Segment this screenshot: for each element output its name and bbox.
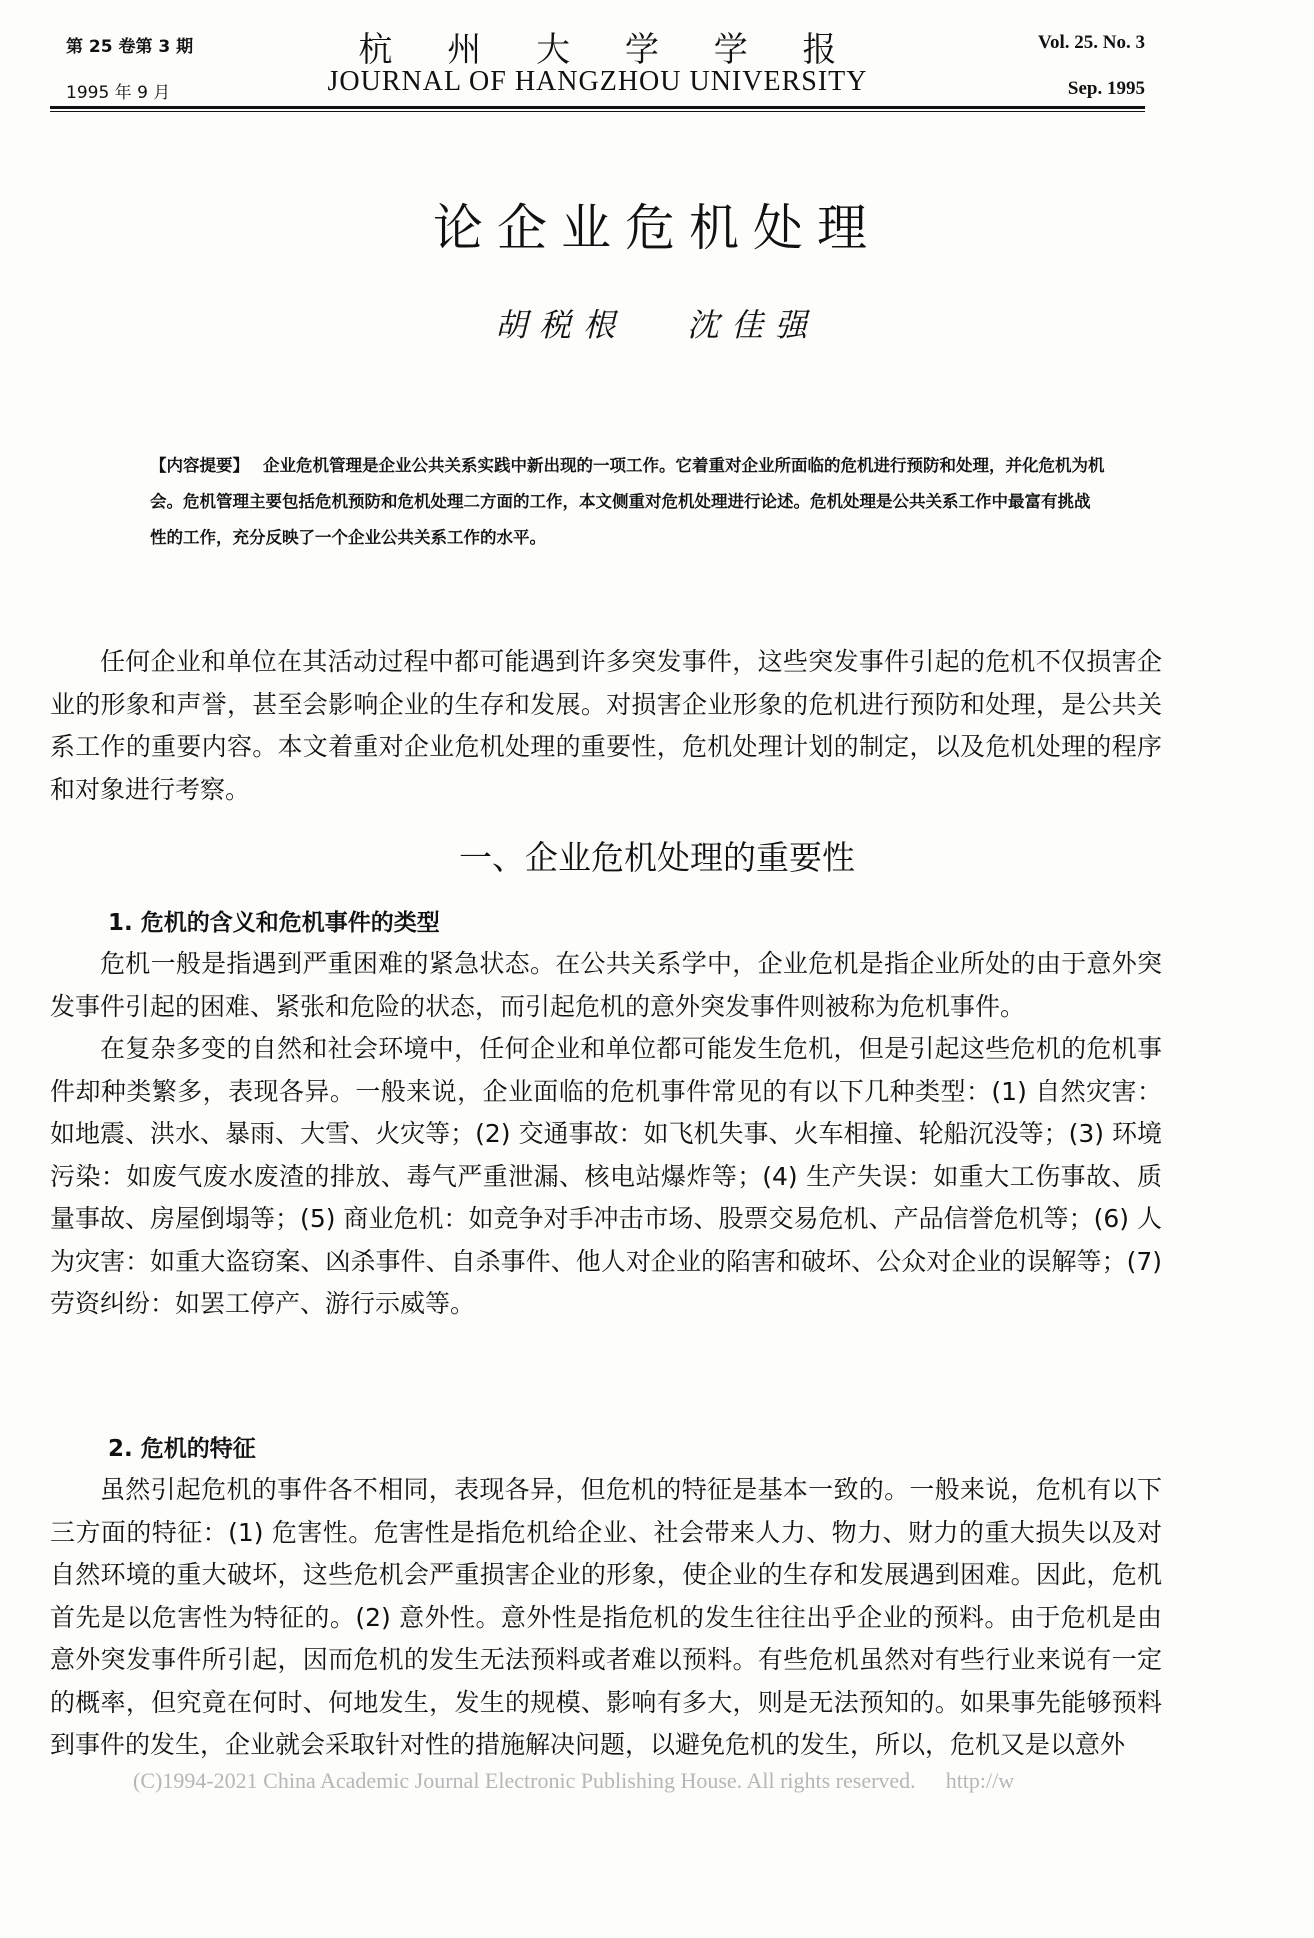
journal-name-cn: 杭 州 大 学 学 报	[358, 30, 859, 70]
subsection-heading: 2. 危机的特征	[108, 1436, 256, 1462]
body-paragraph: 在复杂多变的自然和社会环境中，任何企业和单位都可能发生危机，但是引起这些危机的危机事件却种类繁多，表现各异。一般来说，企业面临的危机事件常见的有以下几种类型：(1) 自然灾害：如地震、洪水、暴雨、大雪、火灾等；(2) 交通事故：如飞机失事、火车相撞、轮船沉没等；(3) 环境污染：如废气废水废渣的排放、毒气严重泄漏、核电站爆炸等；(4) 生产失误：如重大工伤事故、质量事故、房屋倒塌等；(5) 商业危机：如竞争对手冲击市场、股票交易危机、产品信誉危机等；(6) 人为灾害：如重大盗窃案、凶杀事件、自杀事件、他人对企业的陷害和破坏、公众对企业的误解等；(7) 劳资纠纷：如罢工停产、游行示威等。	[50, 1034, 1162, 1318]
copyright-watermark	[133, 1768, 1014, 1794]
publication-date-cn: 1995 年 9 月	[66, 83, 171, 103]
intro-paragraph: 任何企业和单位在其活动过程中都可能遇到许多突发事件，这些突发事件引起的危机不仅损害企业的形象和声誉，甚至会影响企业的生存和发展。对损害企业形象的危机进行预防和处理，是公共关系工作的重要内容。本文着重对企业危机处理的重要性，危机处理计划的制定，以及危机处理的程序和对象进行考察。	[50, 647, 1162, 804]
journal-name-en: JOURNAL OF HANGZHOU UNIVERSITY	[327, 66, 868, 97]
watermark-text: (C)1994-2021 China Academic Journal Electronic Publishing House. All rights reserved.	[133, 1768, 916, 1793]
abstract-text: 企业危机管理是企业公共关系实践中新出现的一项工作。它着重对企业所面临的危机进行预防和处理，并化危机为机会。危机管理主要包括危机预防和危机处理二方面的工作，本文侧重对危机处理进行论述。危机处理是公共关系工作中最富有挑战性的工作，充分反映了一个企业公共关系工作的水平。	[150, 456, 1105, 547]
masthead	[50, 22, 1145, 114]
author-name: 沈佳强	[687, 306, 820, 344]
body-paragraph: 危机一般是指遇到严重困难的紧急状态。在公共关系学中，企业危机是指企业所处的由于意外突发事件引起的困难、紧张和危险的状态，而引起危机的意外突发事件则被称为危机事件。	[50, 949, 1162, 1021]
publication-date-en: Sep. 1995	[1067, 78, 1145, 99]
article-title: 论企业危机处理	[433, 199, 881, 257]
volume-issue-en: Vol. 25. No. 3	[1038, 32, 1145, 53]
header-rule	[50, 106, 1145, 109]
subsection-heading: 1. 危机的含义和危机事件的类型	[108, 910, 440, 936]
header-rule-thin	[50, 111, 1145, 112]
section-heading: 一、企业危机处理的重要性	[459, 838, 855, 877]
volume-issue-cn: 第 25 卷第 3 期	[66, 37, 194, 57]
subsection-body	[50, 943, 1162, 1326]
watermark-url: http://w	[945, 1768, 1015, 1793]
author-name: 胡税根	[494, 306, 627, 344]
introduction	[50, 641, 1162, 811]
abstract	[150, 448, 1105, 556]
abstract-label: 【内容提要】	[150, 456, 249, 475]
subsection-body	[50, 1469, 1162, 1767]
author-list	[0, 300, 1314, 346]
body-paragraph: 虽然引起危机的事件各不相同，表现各异，但危机的特征是基本一致的。一般来说，危机有以下三方面的特征：(1) 危害性。危害性是指危机给企业、社会带来人力、物力、财力的重大损失以及对自然环境的重大破坏，这些危机会严重损害企业的形象，使企业的生存和发展遇到困难。因此，危机首先是以危害性为特征的。(2) 意外性。意外性是指危机的发生往往出乎企业的预料。由于危机是由意外突发事件所引起，因而危机的发生无法预料或者难以预料。有些危机虽然对有些行业来说有一定的概率，但究竟在何时、何地发生，发生的规模、影响有多大，则是无法预知的。如果事先能够预料到事件的发生，企业就会采取针对性的措施解决问题，以避免危机的发生，所以，危机又是以意外	[50, 1475, 1162, 1759]
